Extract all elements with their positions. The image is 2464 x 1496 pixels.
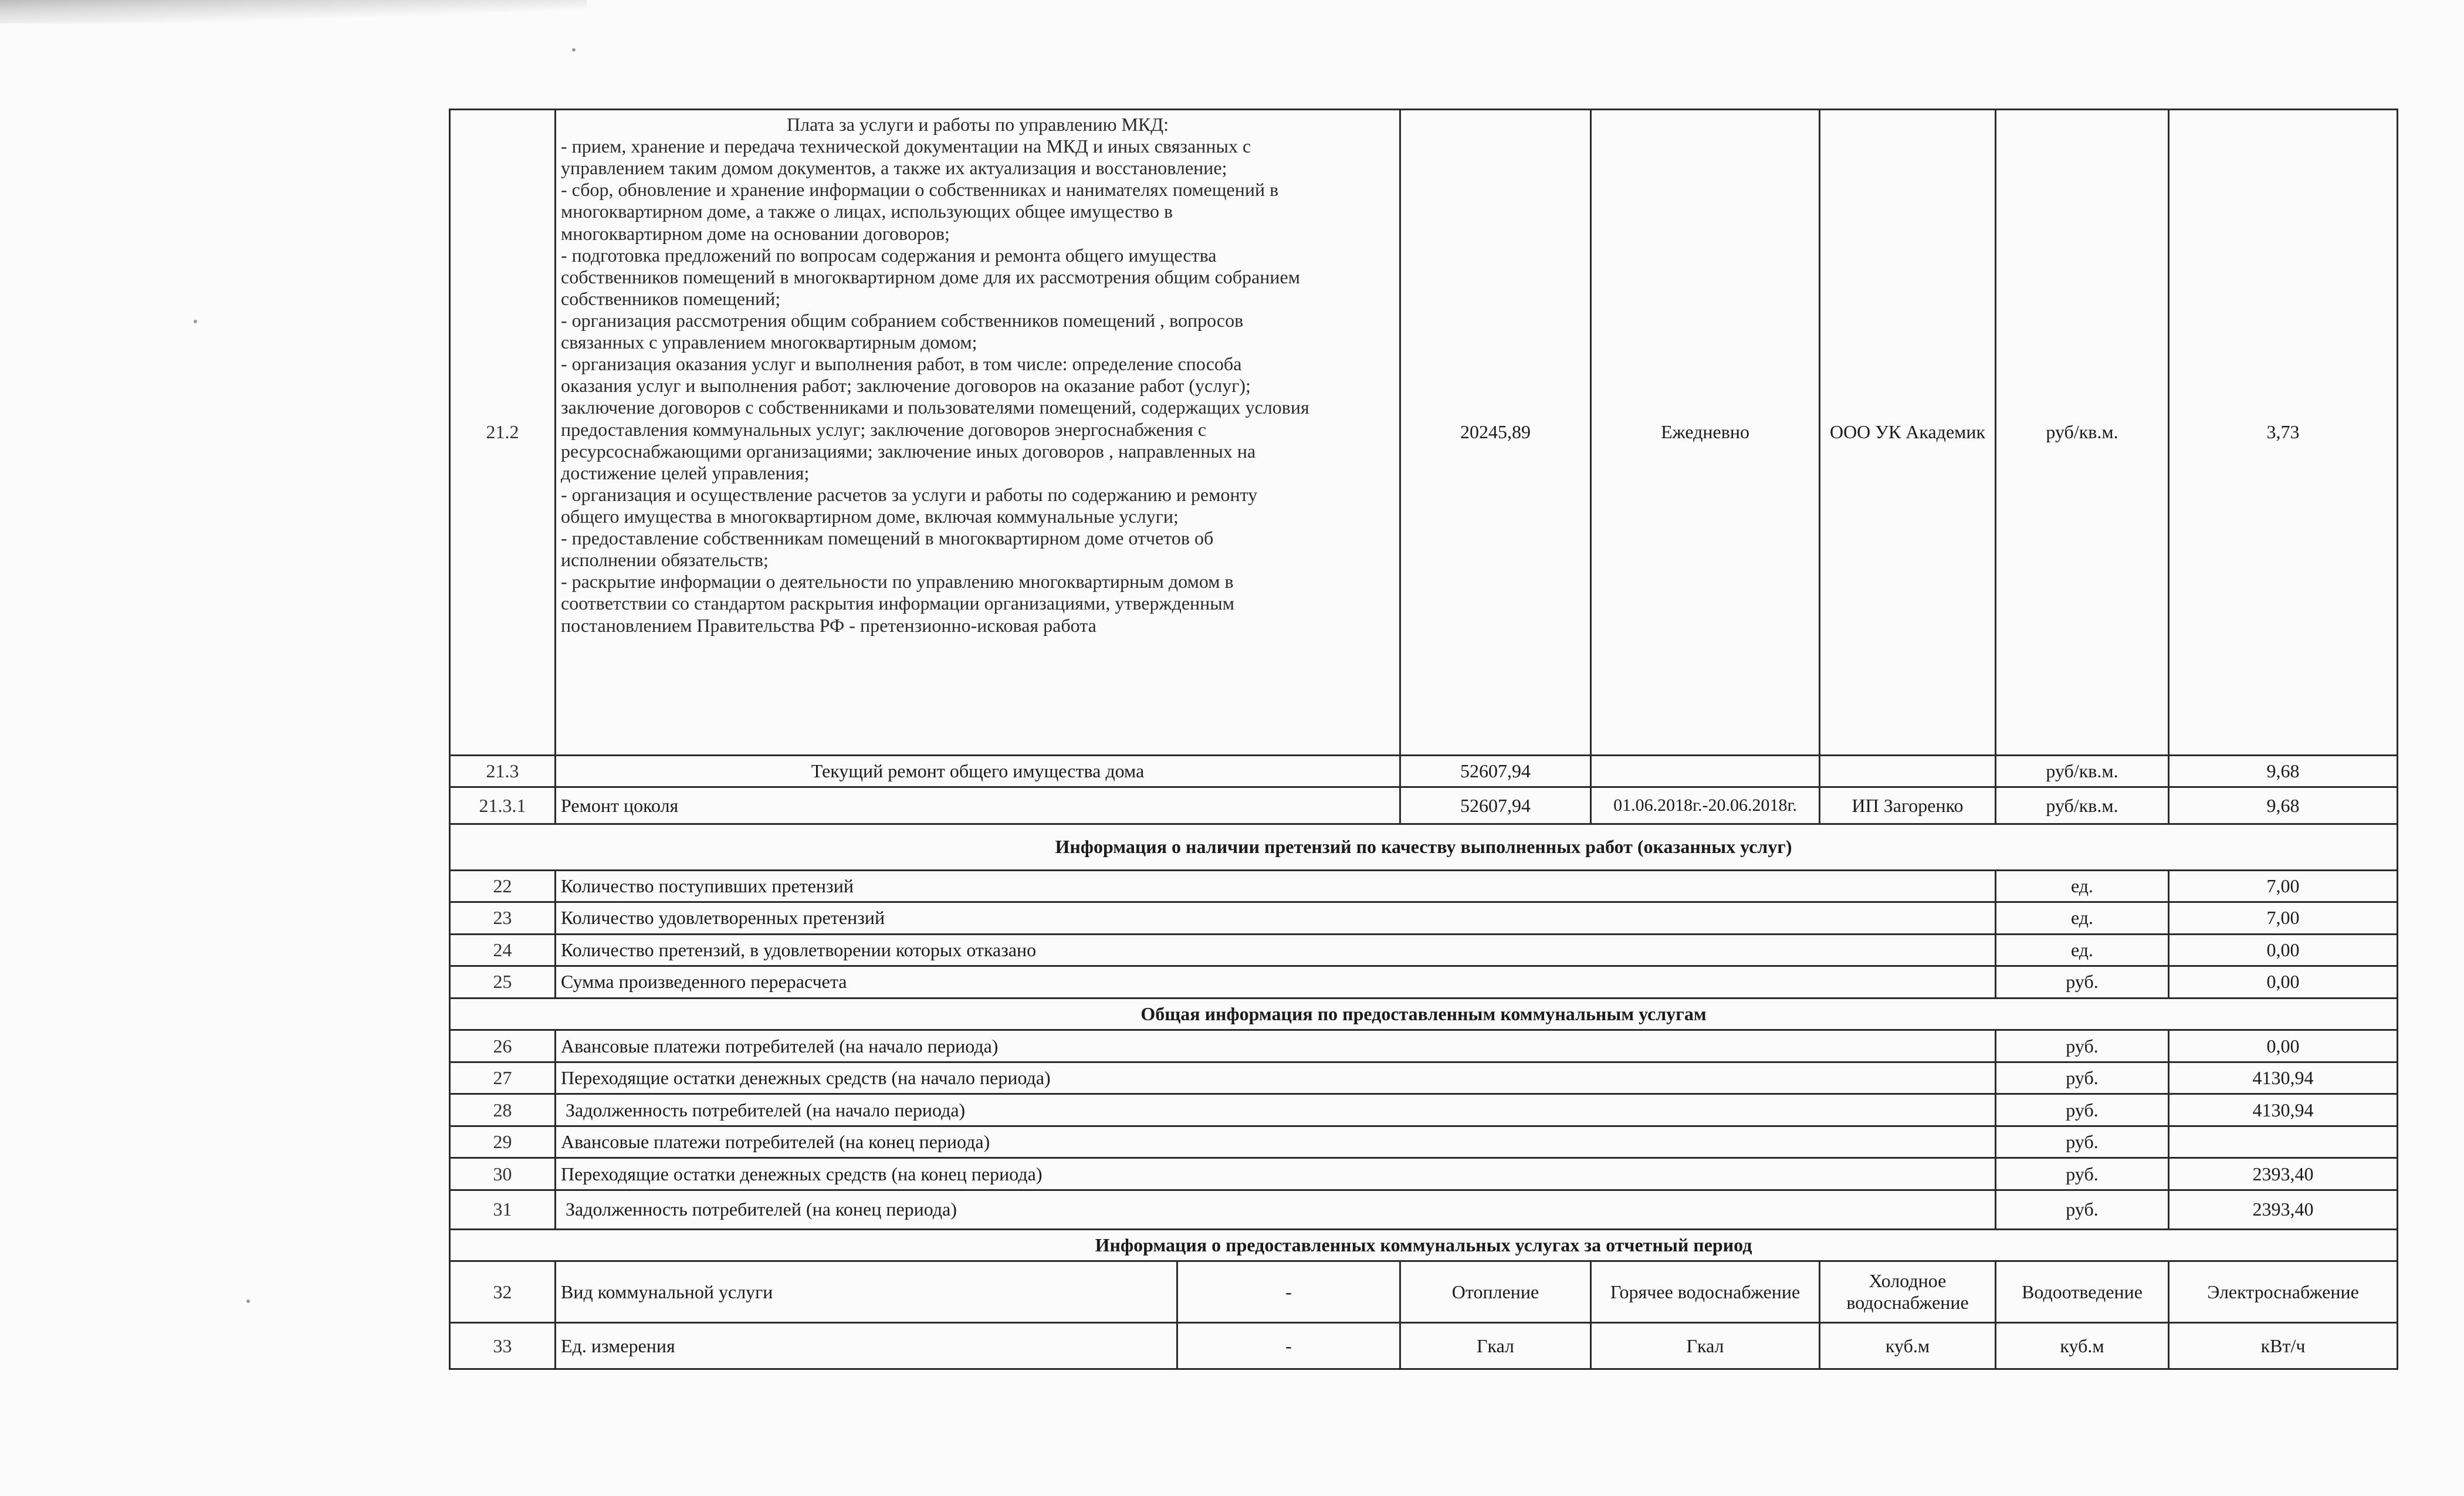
service-drainage: Водоотведение (1996, 1261, 2169, 1323)
table-row (450, 1158, 2398, 1190)
amount-cell: 52607,94 (1400, 755, 1591, 787)
row-33 (450, 1323, 2398, 1369)
row-21-3-1 (450, 787, 2398, 824)
section-title: Информация о предоставленных коммунальных услугах за отчетный период (450, 1229, 2398, 1261)
table-row (450, 870, 2398, 902)
row-number: 27 (450, 1062, 556, 1094)
section-general-header (450, 998, 2398, 1030)
item-name: Сумма произведенного перерасчета (556, 966, 1996, 999)
unit-cell: ед. (1996, 902, 2169, 935)
unit-cell: руб. (1996, 1190, 2169, 1229)
description-line: - предоставление собственникам помещений в многоквартирном доме отчетов об (561, 527, 1214, 549)
row-21-2 (450, 110, 2398, 756)
unit-cell: руб. (1996, 1158, 2169, 1190)
description-line: многоквартирном доме на основании договоров; (561, 222, 950, 244)
description-line: - подготовка предложений по вопросам содержания и ремонта общего имущества (561, 244, 1217, 266)
section-period-header (450, 1229, 2398, 1261)
row-number: 33 (450, 1323, 556, 1369)
row-number: 22 (450, 870, 556, 902)
description-line: - раскрытие информации о деятельности по управлению многоквартирным домом в (561, 571, 1234, 593)
description-line: собственников помещений; (561, 287, 781, 309)
item-name: Текущий ремонт общего имущества дома (556, 755, 1400, 787)
item-name: Переходящие остатки денежных средств (на конец периода) (556, 1158, 1996, 1190)
row-number: 21.3.1 (450, 787, 556, 824)
section-claims-header (450, 824, 2398, 870)
report-sheet (449, 109, 2397, 1370)
service-hot-water: Горячее водоснабжение (1591, 1261, 1820, 1323)
contractor-cell: ООО УК Академик (1820, 110, 1996, 756)
row-number: 21.2 (450, 110, 556, 756)
contractor-cell: ИП Загоренко (1820, 787, 1996, 824)
unit-cell: руб/кв.м. (1996, 755, 2169, 787)
item-name: Количество поступивших претензий (556, 870, 1996, 902)
row-number: 32 (450, 1261, 556, 1323)
row-number: 30 (450, 1158, 556, 1190)
row-number: 25 (450, 966, 556, 999)
unit-cell: ед. (1996, 870, 2169, 902)
table-row (450, 1030, 2398, 1062)
item-name: Ед. измерения (556, 1323, 1177, 1369)
description-line: управлением таким домом документов, а также их актуализация и восстановление; (561, 157, 1227, 179)
table-row (450, 934, 2398, 966)
row-number: 31 (450, 1190, 556, 1229)
scan-speck (246, 1299, 250, 1303)
description-line: постановлением Правительства РФ - претензионно-исковая работа (561, 614, 1096, 636)
row-number: 26 (450, 1030, 556, 1062)
value-cell: 0,00 (2169, 934, 2398, 966)
unit-heating: Гкал (1400, 1323, 1591, 1369)
table-row (450, 1126, 2398, 1158)
unit-drainage: куб.м (1996, 1323, 2169, 1369)
description-line: связанных с управлением многоквартирным домом; (561, 331, 977, 353)
description-line: заключение договоров с собственниками и пользователями помещений, содержащих условия (561, 397, 1309, 418)
unit-cell: руб. (1996, 966, 2169, 999)
item-name: Переходящие остатки денежных средств (на начало периода) (556, 1062, 1996, 1094)
scan-speck (194, 320, 197, 323)
unit-cell: руб. (1996, 1126, 2169, 1158)
unit-hot-water: Гкал (1591, 1323, 1820, 1369)
service-cold-water: Холодное водоснабжение (1820, 1261, 1996, 1323)
description-line: оказания услуг и выполнения работ; заключение договоров на оказание работ (услуг); (561, 375, 1251, 397)
unit-cell: руб. (1996, 1030, 2169, 1062)
scan-speck (572, 48, 576, 52)
report-table (449, 109, 2398, 1370)
item-name: Авансовые платежи потребителей (на начало периода) (556, 1030, 1996, 1062)
table-row (450, 966, 2398, 999)
scan-edge-shadow (0, 0, 587, 23)
item-name: Количество претензий, в удовлетворении которых отказано (556, 934, 1996, 966)
value-cell: 4130,94 (2169, 1094, 2398, 1126)
row-number: 24 (450, 934, 556, 966)
table-row (450, 902, 2398, 935)
unit-cell: руб/кв.м. (1996, 787, 2169, 824)
rate-cell: 9,68 (2169, 755, 2398, 787)
value-cell: 7,00 (2169, 902, 2398, 935)
description-line: - сбор, обновление и хранение информации о собственниках и нанимателях помещений в (561, 179, 1279, 201)
rate-cell: 3,73 (2169, 110, 2398, 756)
rate-cell: 9,68 (2169, 787, 2398, 824)
management-services-description (556, 110, 1400, 756)
description-title: Плата за услуги и работы по управлению МКД: (787, 114, 1169, 135)
description-line: достижение целей управления; (561, 462, 810, 483)
item-name: Авансовые платежи потребителей (на конец периода) (556, 1126, 1996, 1158)
item-name: Количество удовлетворенных претензий (556, 902, 1996, 935)
description-line: - организация и осуществление расчетов за услуги и работы по содержанию и ремонту (561, 483, 1258, 505)
period-cell: 01.06.2018г.-20.06.2018г. (1591, 787, 1820, 824)
section-title: Информация о наличии претензий по качеству выполненных работ (оказанных услуг) (450, 824, 2398, 870)
unit-cell: ед. (1996, 934, 2169, 966)
description-line: - прием, хранение и передача технической документации на МКД и иных связанных с (561, 136, 1251, 157)
amount-cell: 52607,94 (1400, 787, 1591, 824)
description-line: собственников помещений в многоквартирном доме для их рассмотрения общим собранием (561, 266, 1300, 287)
table-row (450, 1190, 2398, 1229)
value-cell: 7,00 (2169, 870, 2398, 902)
unit-cell: руб. (1996, 1062, 2169, 1094)
contractor-cell (1820, 755, 1996, 787)
value-cell: 2393,40 (2169, 1158, 2398, 1190)
description-line: - организация оказания услуг и выполнения работ, в том числе: определение способа (561, 353, 1242, 375)
period-cell: Ежедневно (1591, 110, 1820, 756)
row-number: 23 (450, 902, 556, 935)
section-title: Общая информация по предоставленным коммунальным услугам (450, 998, 2398, 1030)
unit-cold-water: куб.м (1820, 1323, 1996, 1369)
value-cell: 2393,40 (2169, 1190, 2398, 1229)
item-name: Ремонт цоколя (556, 787, 1400, 824)
item-name: Вид коммунальной услуги (556, 1261, 1177, 1323)
row-21-3 (450, 755, 2398, 787)
amount-cell: 20245,89 (1400, 110, 1591, 756)
description-line: многоквартирном доме, а также о лицах, использующих общее имущество в (561, 201, 1173, 222)
row-number: 29 (450, 1126, 556, 1158)
description-line: - организация рассмотрения общим собранием собственников помещений , вопросов (561, 309, 1244, 331)
description-line: исполнении обязательств; (561, 549, 769, 571)
row-number: 28 (450, 1094, 556, 1126)
unit-electricity: кВт/ч (2169, 1323, 2398, 1369)
item-name: Задолженность потребителей (на конец периода) (556, 1190, 1996, 1229)
value-cell: 0,00 (2169, 966, 2398, 999)
description-line: общего имущества в многоквартирном доме, включая коммунальные услуги; (561, 505, 1179, 527)
row-32 (450, 1261, 2398, 1323)
value-cell: 4130,94 (2169, 1062, 2398, 1094)
dash-cell: - (1177, 1261, 1400, 1323)
unit-cell: руб. (1996, 1094, 2169, 1126)
service-heating: Отопление (1400, 1261, 1591, 1323)
value-cell (2169, 1126, 2398, 1158)
table-row (450, 1094, 2398, 1126)
period-cell (1591, 755, 1820, 787)
unit-cell: руб/кв.м. (1996, 110, 2169, 756)
value-cell: 0,00 (2169, 1030, 2398, 1062)
description-line: соответствии со стандартом раскрытия информации организациями, утвержденным (561, 593, 1235, 614)
service-electricity: Электроснабжение (2169, 1261, 2398, 1323)
description-line: ресурсоснабжающими организациями; заключение иных договоров , направленных на (561, 440, 1256, 462)
description-line: предоставления коммунальных услуг; заключение договоров энергоснабжения с (561, 418, 1207, 440)
dash-cell: - (1177, 1323, 1400, 1369)
item-name: Задолженность потребителей (на начало периода) (556, 1094, 1996, 1126)
table-row (450, 1062, 2398, 1094)
row-number: 21.3 (450, 755, 556, 787)
